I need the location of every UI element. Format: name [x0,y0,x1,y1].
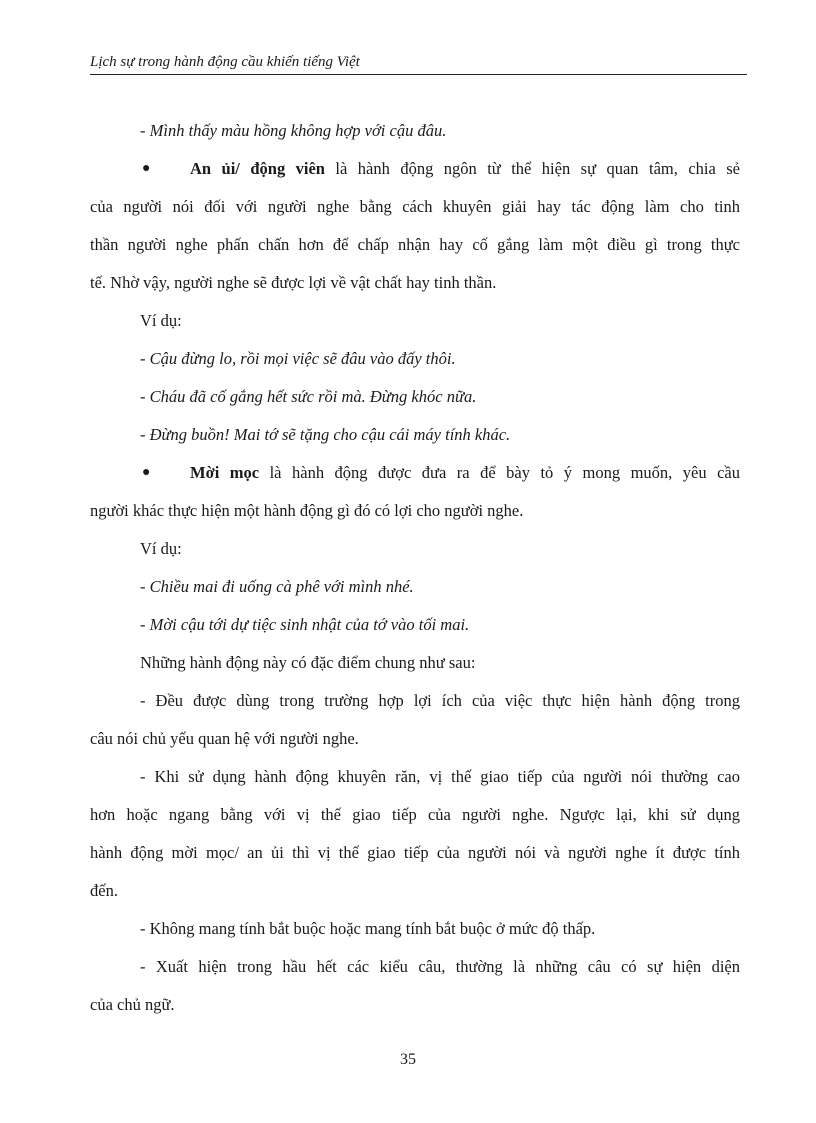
paragraph-line: - Đều được dùng trong trường hợp lợi ích của việc thực hiện hành động trong [140,691,740,710]
paragraph-line: hành động mời mọc/ an ủi thì vị thế giao tiếp của người nói và người nghe ít được tính [90,843,740,862]
paragraph-line: người khác thực hiện một hành động gì đó có lợi cho người nghe. [90,501,524,520]
paragraph-line: - Khi sử dụng hành động khuyên răn, vị thế giao tiếp của người nói thường cao [140,767,740,786]
header-title: Lịch sự trong hành động cầu khiến tiếng Việt [90,54,360,70]
paragraph-text: là hành động được đưa ra để bày tỏ ý mong muốn, yêu cầu [259,463,740,482]
example-sentence: - Mình thấy màu hồng không hợp với cậu đâu. [140,121,447,140]
example-label: Ví dụ: [140,539,182,558]
paragraph-line: hơn hoặc ngang bằng với vị thế giao tiếp của người nghe. Ngược lại, khi sử dụng [90,805,740,824]
page-number: 35 [400,1051,416,1068]
example-sentence: - Cậu đừng lo, rồi mọi việc sẽ đâu vào đấy thôi. [140,349,456,368]
paragraph-line: của người nói đối với người nghe bằng cách khuyên giải hay tác động làm cho tinh [90,197,740,216]
paragraph-line: tế. Nhờ vậy, người nghe sẽ được lợi về vật chất hay tinh thần. [90,273,497,292]
summary-intro: Những hành động này có đặc điểm chung như sau: [140,653,476,672]
example-sentence: - Đừng buồn! Mai tớ sẽ tặng cho cậu cái máy tính khác. [140,425,511,444]
bullet-icon: ● [142,161,151,176]
paragraph-line: đến. [90,881,118,900]
bullet-icon: ● [142,465,151,480]
paragraph-text: là hành động ngôn từ thể hiện sự quan tâm, chia sẻ [324,159,740,178]
bullet-paragraph-invite [90,458,740,496]
page-body [90,116,740,1028]
paragraph-line: thần người nghe phấn chấn hơn để chấp nhận hay cố gắng làm một điều gì trong thực [90,235,740,254]
paragraph-line: câu nói chủ yếu quan hệ với người nghe. [90,729,359,748]
paragraph-line: - Không mang tính bắt buộc hoặc mang tính bắt buộc ở mức độ thấp. [140,919,596,938]
example-sentence: - Chiều mai đi uống cà phê với mình nhé. [140,577,414,596]
bullet-paragraph-comfort [90,154,740,192]
example-sentence: - Mời cậu tới dự tiệc sinh nhật của tớ vào tối mai. [140,615,470,634]
term-invite: Mời mọc [190,463,260,482]
paragraph-line: - Xuất hiện trong hầu hết các kiểu câu, thường là những câu có sự hiện diện [140,957,740,976]
example-label: Ví dụ: [140,311,182,330]
paragraph-line: của chủ ngữ. [90,995,175,1014]
term-comfort: An ủi/ động viên [190,159,325,178]
running-header [90,52,747,75]
example-sentence: - Cháu đã cố gắng hết sức rồi mà. Đừng khóc nữa. [140,387,477,406]
